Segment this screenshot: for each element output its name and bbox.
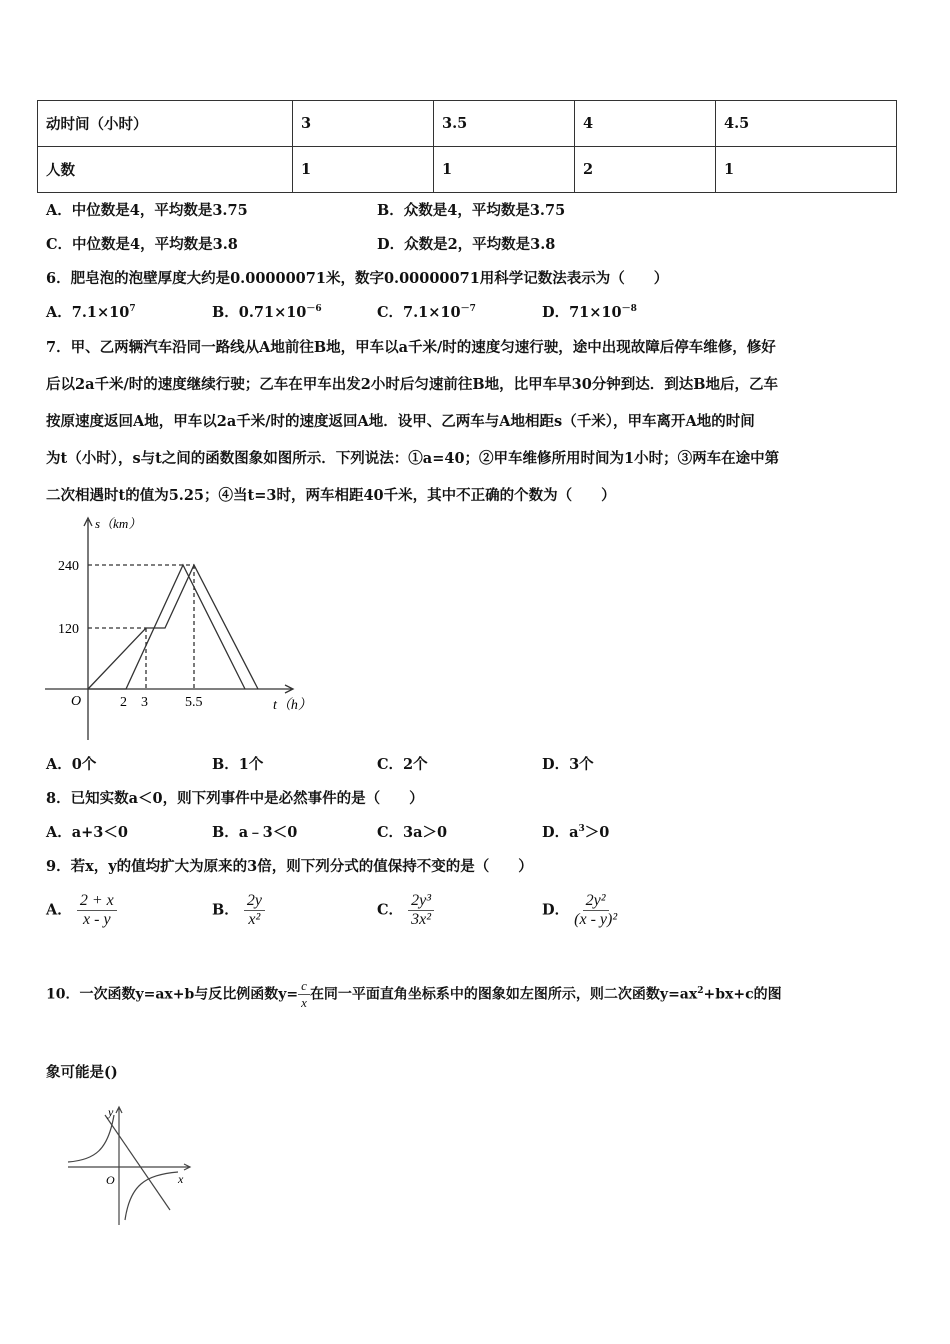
table-cell: 1 xyxy=(293,147,434,193)
table-cell: 1 xyxy=(434,147,575,193)
q6-stem: 6．肥皂泡的泡壁厚度大约是0.00000071米，数字0.00000071用科学记数法表示为（ ） xyxy=(46,270,669,287)
table-cell: 动时间（小时） xyxy=(38,101,293,147)
x-axis-label: x xyxy=(178,1172,184,1186)
q7-option-d: D．3个 xyxy=(542,756,594,773)
q10-graph xyxy=(68,1107,190,1225)
q6-option-d: D．$71\times 10^{-8}$ xyxy=(542,304,637,321)
q7-line: 二次相遇时t的值为5.25；④当t=3时，两车相距40千米，其中不正确的个数为（ ） xyxy=(46,487,616,504)
q8-option-a: A．a+3＜0 xyxy=(46,824,128,841)
hyperbola-branch xyxy=(68,1115,114,1162)
table-cell: 人数 xyxy=(38,147,293,193)
table-cell: 3.5 xyxy=(434,101,575,147)
q9-option-c: C． $\frac{\text{2y³}}{\text{3x²}}$ xyxy=(377,892,434,929)
y-tick-label: 240 xyxy=(58,559,79,574)
table-cell: 4.5 xyxy=(716,101,897,147)
x-tick-label: 2 xyxy=(120,695,127,710)
q7-line: 为t（小时），s与t之间的函数图象如图所示．下列说法：①a=40；②甲车维修所用时间为1小时；③两车在途中第 xyxy=(46,450,780,467)
q5-option-d: D．众数是2，平均数是3.8 xyxy=(377,236,556,253)
q7-option-b: B．1个 xyxy=(212,756,264,773)
q9-option-d: D． $\frac{\text{2y²}}{\text{(x - y)²}}$ xyxy=(542,892,618,928)
q10-stem: 10．一次函数y=ax+b与反比例函数y= $\frac{c}{x}$ 在同一平面直角坐标系中的图象如左图所示，则二次函数$y=ax^2+bx+c$的图 xyxy=(46,978,782,1010)
y-tick-label: 120 xyxy=(58,622,79,637)
q5-option-b: B．众数是4，平均数是3.75 xyxy=(377,202,566,219)
car-jia-line xyxy=(88,565,258,689)
hyperbola-branch xyxy=(125,1172,178,1220)
y-axis-label: y xyxy=(108,1105,114,1119)
table-cell: 1 xyxy=(716,147,897,193)
q7-line: 按原速度返回A地，甲车以2a千米/时的速度返回A地．设甲、乙两车与A地相距s（千米），甲车离开A地的时间 xyxy=(46,413,755,430)
origin-label: O xyxy=(106,1173,115,1187)
q6-option-b: B．$0.71\times 10^{-6}$ xyxy=(212,304,322,321)
q10-stem-line2: 象可能是() xyxy=(46,1064,118,1081)
q7-option-c: C．2个 xyxy=(377,756,428,773)
q9-stem: 9．若x，y的值均扩大为原来的3倍，则下列分式的值保持不变的是（ ） xyxy=(46,858,533,875)
q6-option-a: A．$7.1\times 10^7$ xyxy=(46,304,136,321)
q6-option-c: C．$7.1\times 10^{-7}$ xyxy=(377,304,476,321)
q7-line: 后以2a千米/时的速度继续行驶；乙车在甲车出发2小时后匀速前往B地，比甲车早30分钟到达．到达B地后，乙车 xyxy=(46,376,779,393)
q5-option-c: C．中位数是4，平均数是3.8 xyxy=(46,236,238,253)
linear-function-line xyxy=(105,1115,170,1210)
q8-option-c: C．3a＞0 xyxy=(377,824,448,841)
guide-lines xyxy=(88,565,194,689)
y-axis-label: s（km） xyxy=(95,516,142,531)
x-tick-label: 5.5 xyxy=(185,695,203,710)
origin-label: O xyxy=(71,694,82,709)
q7-option-a: A．0个 xyxy=(46,756,97,773)
q7-line: 7．甲、乙两辆汽车沿同一路线从A地前往B地，甲车以a千米/时的速度匀速行驶，途中出现故障后停车维修，修好 xyxy=(46,339,776,356)
q8-option-d: D．$a^3>0$ xyxy=(542,824,610,841)
q8-stem: 8．已知实数a＜0，则下列事件中是必然事件的是（ ） xyxy=(46,790,424,807)
q9-option-a: A． $\frac{2 + x}{x - y}$ xyxy=(46,892,117,929)
car-yi-line xyxy=(88,565,245,689)
table-cell: 2 xyxy=(575,147,716,193)
table-cell: 4 xyxy=(575,101,716,147)
q8-option-b: B．a﹣3＜0 xyxy=(212,824,298,841)
q9-option-b: B． $\frac{2y}{\text{x²}}$ xyxy=(212,892,265,929)
x-axis-label: t（h） xyxy=(273,698,312,713)
table-cell: 3 xyxy=(293,101,434,147)
q5-option-a: A．中位数是4，平均数是3.75 xyxy=(46,202,248,219)
x-tick-label: 3 xyxy=(141,695,148,710)
